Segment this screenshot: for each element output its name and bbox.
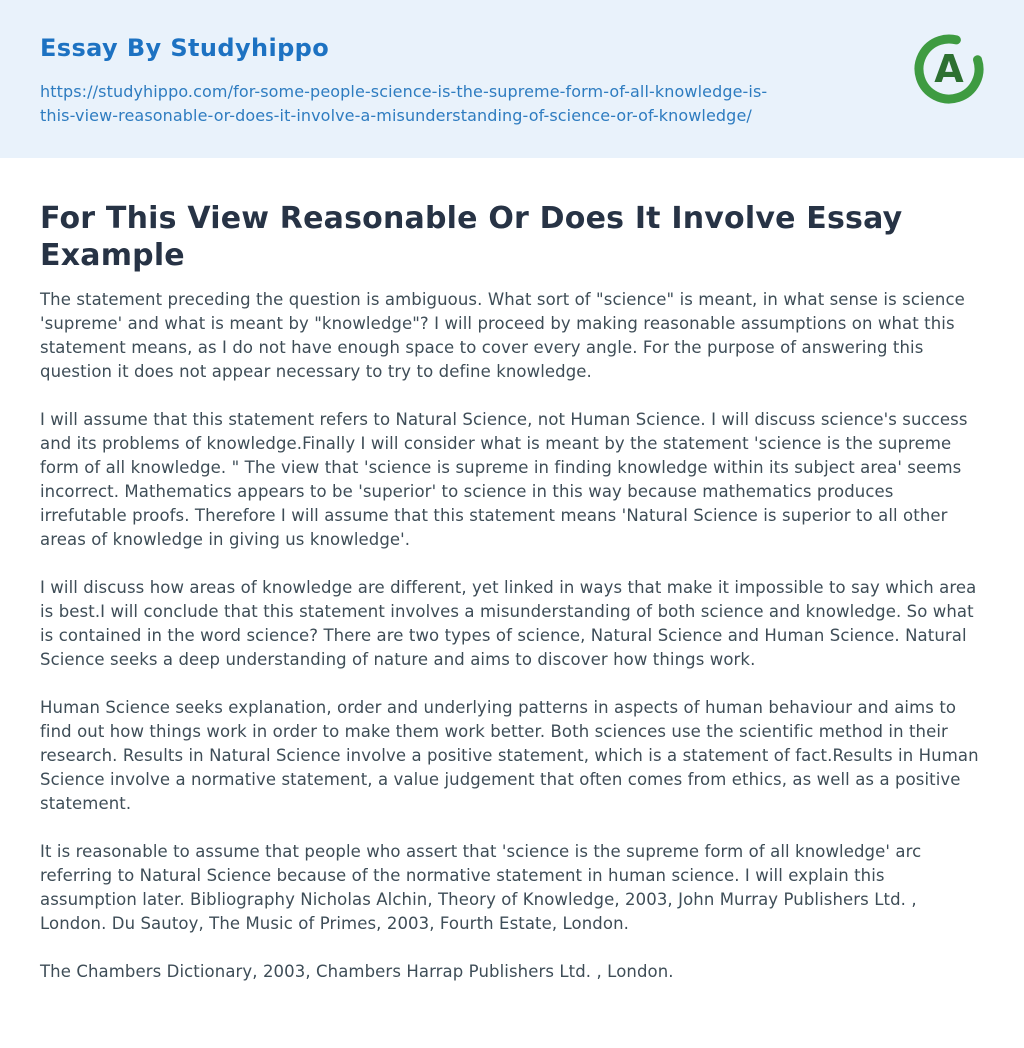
essay-title: For This View Reasonable Or Does It Involve Essay Example <box>40 201 903 273</box>
essay-paragraph: The Chambers Dictionary, 2003, Chambers Harrap Publishers Ltd. , London. <box>40 962 674 981</box>
site-title: Essay By Studyhippo <box>40 34 330 62</box>
logo-letter: A <box>934 47 964 91</box>
essay-content <box>0 200 1024 1048</box>
essay-url-link[interactable] <box>40 80 860 128</box>
page-header <box>0 0 1024 158</box>
essay-paragraph: I will assume that this statement refers to Natural Science, not Human Science. I will discuss science's success and its problems of knowledge.Finally I will consider what is meant by the statement 'science is the supreme form of all knowledge. " The view that 'science is supreme in finding knowledge within its subject area' seems incorrect. Mathematics appears to be 'superior' to science in this way because mathematics produces irrefutable proofs. Therefore I will assume that this statement means 'Natural Science is superior to all other areas of knowledge in giving us knowledge'. <box>40 410 968 549</box>
studyhippo-logo <box>914 34 984 104</box>
essay-paragraph: It is reasonable to assume that people who assert that 'science is the supreme form of all knowledge' arc referring to Natural Science because of the normative statement in human science. I will explain this assumption later. Bibliography Nicholas Alchin, Theory of Knowledge, 2003, John Murray Publishers Ltd. , London. Du Sautoy, The Music of Primes, 2003, Fourth Estate, London. <box>40 842 922 933</box>
essay-paragraph: Human Science seeks explanation, order and underlying patterns in aspects of human behaviour and aims to find out how things work in order to make them work better. Both sciences use the scientific method in their research. Results in Natural Science involve a positive statement, which is a statement of fact.Results in Human Science involve a normative statement, a value judgement that often comes from ethics, as well as a positive statement. <box>40 698 979 813</box>
essay-paragraph: The statement preceding the question is ambiguous. What sort of "science" is meant, in what sense is science 'supreme' and what is meant by "knowledge"? I will proceed by making reasonable assumptions on what this statement means, as I do not have enough space to cover every angle. For the purpose of answering this question it does not appear necessary to try to define knowledge. <box>40 290 965 381</box>
essay-url-line-2: this-view-reasonable-or-does-it-involve-a-misunderstanding-of-science-or-of-knowledge/ <box>40 106 752 125</box>
logo-a-icon <box>914 34 984 104</box>
essay-paragraph: I will discuss how areas of knowledge are different, yet linked in ways that make it impossible to say which area is best.I will conclude that this statement involves a misunderstanding of both science and knowledge. So what is contained in the word science? There are two types of science, Natural Science and Human Science. Natural Science seeks a deep understanding of nature and aims to discover how things work. <box>40 578 977 669</box>
essay-url-line-1: https://studyhippo.com/for-some-people-science-is-the-supreme-form-of-all-knowledge-is- <box>40 82 768 101</box>
